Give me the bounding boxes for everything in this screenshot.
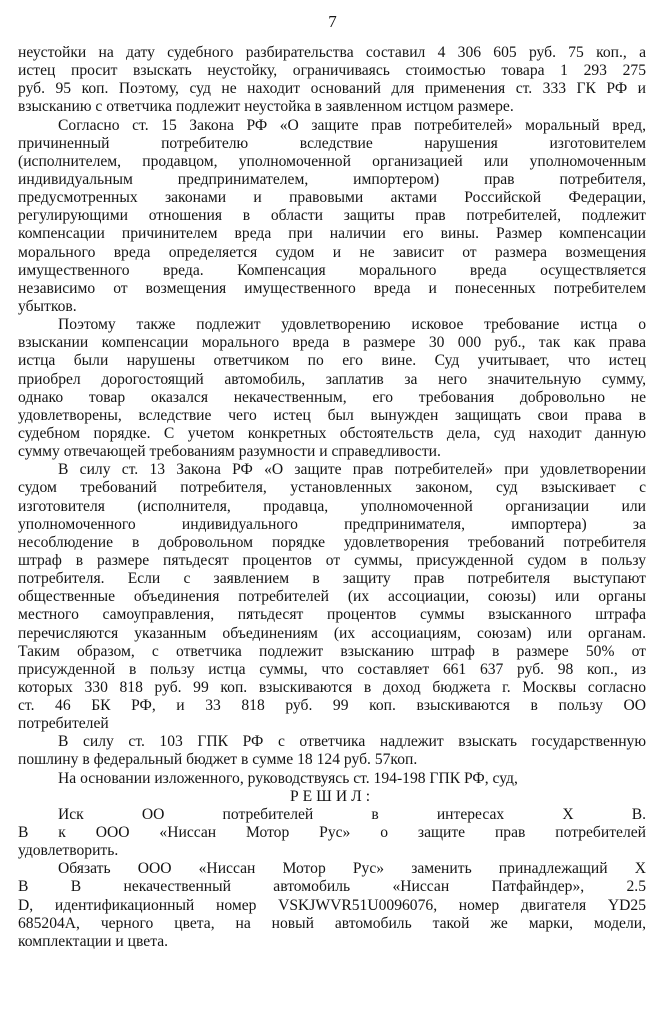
text-line: компенсации причинителем вреда при наличии его вины. Размер компенсации — [18, 225, 646, 243]
text-line: судом требований потребителя, установленных законом, суд взыскивает с — [18, 479, 646, 497]
text-line: перечисляются указанным объединениям (их ассоциациям, союзам) или органам. — [18, 624, 646, 642]
text-line: D, идентификационный номер VSKJWVR51U0096076, номер двигателя YD25 — [18, 896, 646, 914]
text-line: удовлетворены, вследствие чего истец был вынужден защищать свои права в — [18, 406, 646, 424]
text-line: присужденной в пользу истца суммы, что составляет 661 637 руб. 98 коп., из — [18, 660, 646, 678]
text-line: Обязать ООО «Ниссан Мотор Рус» заменить принадлежащий Х — [58, 860, 646, 878]
text-line: пошлину в федеральный бюджет в сумме 18 124 руб. 57коп. — [18, 751, 418, 769]
text-line: штраф в размере пятьдесят процентов от суммы, присужденной судом в пользу — [18, 551, 646, 569]
text-line: В В некачественный автомобиль «Ниссан Патфайндер», 2.5 — [18, 878, 646, 896]
text-line: Иск ОО потребителей в интересах Х В. — [58, 805, 646, 823]
text-line: В к ООО «Ниссан Мотор Рус» о защите прав потребителей — [18, 824, 646, 842]
text-line: убытков. — [18, 297, 77, 315]
text-line: Таким образом, с ответчика подлежит взысканию штраф в размере 50% от — [18, 642, 646, 660]
text-line: морального вреда определяется судом и не зависит от размера возмещения — [18, 243, 646, 261]
text-line: независимо от возмещения имущественного вреда и понесенных потребителем — [18, 279, 646, 297]
text-line: взыскании компенсации морального вреда в размере 30 000 руб., так как права — [18, 334, 646, 352]
page-number: 7 — [328, 12, 337, 31]
text-line: потребителя. Если с заявлением в защиту прав потребителя выступают — [18, 570, 646, 588]
text-line: судебном порядке. С учетом конкретных обстоятельств дела, суд находит данную — [18, 424, 646, 442]
text-line: ст. 46 БК РФ, и 33 818 руб. 99 коп. взыскиваются в пользу ОО — [18, 697, 646, 715]
text-line: которых 330 818 руб. 99 коп. взыскиваются в доход бюджета г. Москвы согласно — [18, 678, 646, 696]
text-line: потребителей — [18, 715, 109, 733]
text-line: руб. 95 коп. Поэтому, суд не находит оснований для применения ст. 333 ГК РФ и — [18, 80, 646, 98]
text-line: РЕШИЛ: — [289, 787, 375, 805]
text-line: уполномоченного индивидуального предпринимателя, импортера) за — [18, 515, 646, 533]
text-line: общественные объединения потребителей (их ассоциации, союзы) или органы — [18, 588, 646, 606]
text-line: имущественного вреда. Компенсация морального вреда осуществляется — [18, 261, 646, 279]
text-line: (исполнителем, продавцом, уполномоченной организацией или уполномоченным — [18, 152, 646, 170]
text-line: удовлетворить. — [18, 842, 119, 860]
text-line: Согласно ст. 15 Закона РФ «О защите прав потребителей» моральный вред, — [58, 116, 646, 134]
text-line: однако товар оказался некачественным, его требования добровольно не — [18, 388, 646, 406]
text-line: местного самоуправления, пятьдесят процентов суммы взысканного штрафа — [18, 606, 646, 624]
text-line: неустойки на дату судебного разбирательства составил 4 306 605 руб. 75 коп., а — [18, 44, 646, 61]
text-line: комплектации и цвета. — [18, 932, 169, 950]
text-line: На основании изложенного, руководствуясь ст. 194-198 ГПК РФ, суд, — [58, 769, 518, 787]
text-line: сумму отвечающей требованиям разумности и справедливости. — [18, 443, 441, 461]
text-line: взысканию с ответчика подлежит неустойка в заявленном истцом размере. — [18, 98, 514, 116]
text-line: Поэтому также подлежит удовлетворению исковое требование истца о — [58, 316, 646, 334]
text-line: истца были нарушены ответчиком по его вине. Суд учитывает, что истец — [18, 352, 646, 370]
text-line: истец просит взыскать неустойку, ограничиваясь стоимостью товара 1 293 275 — [18, 62, 646, 80]
text-line: 685204А, черного цвета, на новый автомобиль такой же марки, модели, — [18, 914, 646, 932]
text-line: изготовителя (исполнителя, продавца, уполномоченной организации или — [18, 497, 646, 515]
text-line: причиненный потребителю вследствие нарушения изготовителем — [18, 134, 646, 152]
text-line: приобрел дорогостоящий автомобиль, заплатив за него значительную сумму, — [18, 370, 646, 388]
text-line: В силу ст. 13 Закона РФ «О защите прав потребителей» при удовлетворении — [58, 461, 646, 479]
text-line: индивидуальным предпринимателем, импортером) прав потребителя, — [18, 170, 646, 188]
text-line: предусмотренных законами и правовыми актами Российской Федерации, — [18, 189, 646, 207]
text-line: несоблюдение в добровольном порядке удовлетворения требований потребителя — [18, 533, 646, 551]
document-body — [18, 44, 646, 951]
text-line: регулирующими отношения в области защиты прав потребителей, подлежит — [18, 207, 646, 225]
text-line: В силу ст. 103 ГПК РФ с ответчика надлежит взыскать государственную — [58, 733, 646, 751]
